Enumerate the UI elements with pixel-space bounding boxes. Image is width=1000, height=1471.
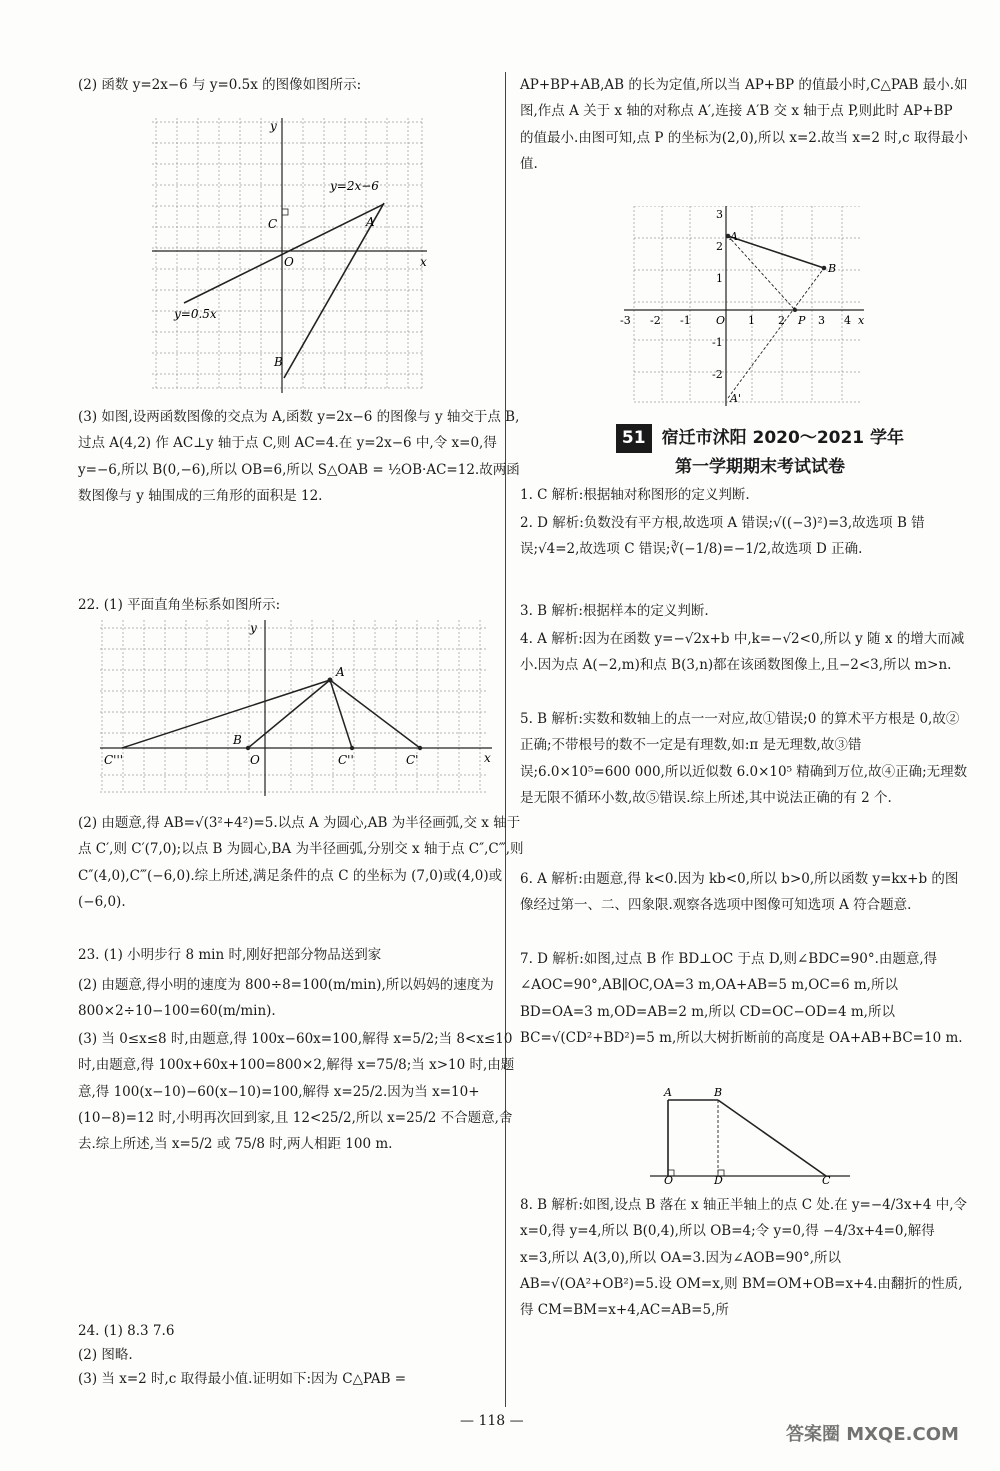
graph1-point-c: C (268, 217, 278, 231)
graph-triangle-coordinates (100, 620, 500, 798)
graph-broken-tree (650, 1084, 850, 1184)
graph1-y-label: y (270, 119, 277, 133)
section-number-badge: 51 (616, 424, 652, 453)
graph3-point-p: P (798, 314, 806, 327)
answer-7: 7. D 解析:如图,过点 B 作 BD⊥OC 于点 D,则∠BDC=90°.由题意,得∠AOC=90°,AB∥OC,OA=3 m,OA+AB=5 m,OC=6 m,所以 BD=OA=3 m,OD=AB=2 m,所以 CD=OC−OD=4 m,所以 BC=√(CD²+BD²)=5 m,所以大树折断前的高度是 OA+AB+BC=10 m. (520, 951, 963, 1046)
graph3-tick-x-neg3: -3 (620, 314, 631, 327)
graph2-x-label: x (484, 751, 491, 765)
graph-reflection-min-path (620, 206, 870, 406)
column-divider (505, 72, 506, 1407)
graph3-tick-x-neg2: -2 (650, 314, 661, 327)
graph2-point-c-prime: C' (406, 753, 419, 767)
section-title-line1: 宿迁市沭阳 2020～2021 学年 (661, 428, 905, 448)
answer-6: 6. A 解析:由题意,得 k<0.因为 kb<0,所以 b>0,所以函数 y=kx+b 的图像经过第一、二、四象限.观察各选项中图像可知选项 A 符合题意. (520, 871, 959, 914)
graph3-tick-x-neg1: -1 (680, 314, 691, 327)
graph4-point-o: O (664, 1174, 674, 1184)
graph3-tick-y-3: 3 (716, 208, 723, 221)
graph2-point-a: A (336, 665, 345, 679)
graph1-point-b: B (274, 355, 283, 369)
graph3-tick-y-1: 1 (716, 272, 723, 285)
line-y-0.5x (184, 204, 384, 303)
q23-part3: (3) 当 0≤x≤8 时,由题意,得 100x−60x=100,解得 x=5/2;当 8<x≤10 时,由题意,得 100x+60x+100=800×2,解得 x=75/8;当 x>10 时,由题意,得 100(x−10)−60(x−10)=100,解得 x=25/2.因为当 x=10+(10−8)=12 时,小明再次回到家,且 12<25/2,所以 x=25/2 不合题意,舍去.综上所述,当 x=5/2 或 75/8 时,两人相距 100 m. (78, 1031, 515, 1153)
graph2-point-c-double-prime: C'' (338, 753, 354, 767)
graph3-point-b: B (828, 262, 837, 275)
left-p1: (2) 函数 y=2x−6 与 y=0.5x 的图像如图所示: (78, 77, 362, 93)
section-header (560, 424, 960, 482)
answer-4: 4. A 解析:因为在函数 y=−√2x+b 中,k=−√2<0,所以 y 随 x 的增大而减小.因为点 A(−2,m)和点 B(3,n)都在该函数图像上,且−2<3,所以 m>n. (520, 631, 965, 674)
graph3-x-label: x (858, 314, 865, 327)
graph3-point-a: A (730, 230, 738, 243)
graph1-origin-label: O (284, 255, 294, 269)
watermark: 答案圈 MXQE.COM (786, 1424, 959, 1445)
graph3-tick-x-4: 4 (844, 314, 851, 327)
answer-3: 3. B 解析:根据样本的定义判断. (520, 603, 709, 619)
answer-8: 8. B 解析:如图,设点 B 落在 x 轴正半轴上的点 C 处.在 y=−4/3x+4 中,令 x=0,得 y=4,所以 B(0,4),所以 OB=4;令 y=0,得 −4/3x+4=0,解得 x=3,所以 A(3,0),所以 OA=3.因为∠AOB=90°,所以 AB=√(OA²+OB²)=5.设 OM=x,则 BM=OM+OB=x+4.由翻折的性质,得 CM=BM=x+4,AC=AB=5,所 (520, 1197, 967, 1319)
q22-heading: 22. (1) 平面直角坐标系如图所示: (78, 597, 281, 613)
graph-linear-functions (152, 118, 432, 398)
graph1-label-2x-6: y=2x−6 (330, 179, 379, 193)
graph1-x-label: x (420, 255, 427, 269)
graph3-tick-y-2: 2 (716, 240, 723, 253)
q24-part3: (3) 当 x=2 时,c 取得最小值.证明如下:因为 C△PAB = (78, 1371, 407, 1387)
graph1-label-0.5x: y=0.5x (174, 307, 217, 321)
left-p3: (3) 如图,设两函数图像的交点为 A,函数 y=2x−6 的图像与 y 轴交于点 B,过点 A(4,2) 作 AC⊥y 轴于点 C,则 AC=4.在 y=2x−6 中,令 x=0,得 y=−6,所以 B(0,−6),所以 OB=6,所以 S△OAB = ½OB·AC=12.故两函数图像与 y 轴围成的三角形的面积是 12. (78, 409, 520, 504)
q24-part2: (2) 图略. (78, 1347, 133, 1363)
right-p1: AP+BP+AB,AB 的长为定值,所以当 AP+BP 的值最小时,C△PAB 最小.如图,作点 A 关于 x 轴的对称点 A′,连接 A′B 交 x 轴于点 P,则此时 AP+BP 的值最小.由图可知,点 P 的坐标为(2,0),所以 x=2.故当 x=2 时,c 取得最小值. (520, 77, 968, 172)
graph2-origin: O (250, 753, 260, 767)
graph4-point-b: B (714, 1086, 723, 1099)
graph3-tick-x-2: 2 (778, 314, 785, 327)
q23-part1: 23. (1) 小明步行 8 min 时,刚好把部分物品送到家 (78, 947, 382, 963)
graph2-point-c-triple-prime: C''' (104, 753, 124, 767)
q22-part2: (2) 由题意,得 AB=√(3²+4²)=5.以点 A 为圆心,AB 为半径画弧,交 x 轴于点 C′,则 C′(7,0);以点 B 为圆心,BA 为半径画弧,分别交 x 轴于点 C″,C‴,则 C″(4,0),C‴(−6,0).综上所述,满足条件的点 C 的坐标为 (7,0)或(4,0)或(−6,0). (78, 815, 524, 910)
graph3-point-a-prime: A' (730, 392, 741, 405)
section-title-line2: 第一学期期末考试试卷 (675, 456, 845, 477)
answer-2: 2. D 解析:负数没有平方根,故选项 A 错误;√((−3)²)=3,故选项 B 错误;√4=2,故选项 C 错误;∛(−1/8)=−1/2,故选项 D 正确. (520, 515, 925, 558)
graph4-point-c: C (822, 1174, 831, 1184)
q23-part2: (2) 由题意,得小明的速度为 800÷8=100(m/min),所以妈妈的速度为 800×2÷10−100=60(m/min). (78, 977, 494, 1020)
graph4-point-a: A (664, 1086, 672, 1099)
graph1-point-a: A (366, 215, 375, 229)
graph3-tick-y-neg1: -1 (712, 336, 723, 349)
graph2-y-label: y (250, 621, 257, 635)
q24-part1: 24. (1) 8.3 7.6 (78, 1323, 175, 1339)
answer-1: 1. C 解析:根据轴对称图形的定义判断. (520, 487, 750, 503)
answer-5: 5. B 解析:实数和数轴上的点一一对应,故①错误;0 的算术平方根是 0,故②正确;不带根号的数不一定是有理数,如:π 是无理数,故③错误;6.0×10⁵=600 000,所以近似数 6.0×10⁵ 精确到万位,故④正确;无理数是无限不循环小数,故⑤错误.综上所述,其中说法正确的有 2 个. (520, 711, 968, 806)
graph3-origin: O (716, 314, 726, 327)
page-number: — 118 — (460, 1413, 524, 1429)
graph3-tick-y-neg2: -2 (712, 368, 723, 381)
graph2-point-b: B (233, 733, 242, 747)
graph4-point-d: D (714, 1174, 723, 1184)
graph3-tick-x-3: 3 (818, 314, 825, 327)
graph3-tick-x-1: 1 (748, 314, 755, 327)
